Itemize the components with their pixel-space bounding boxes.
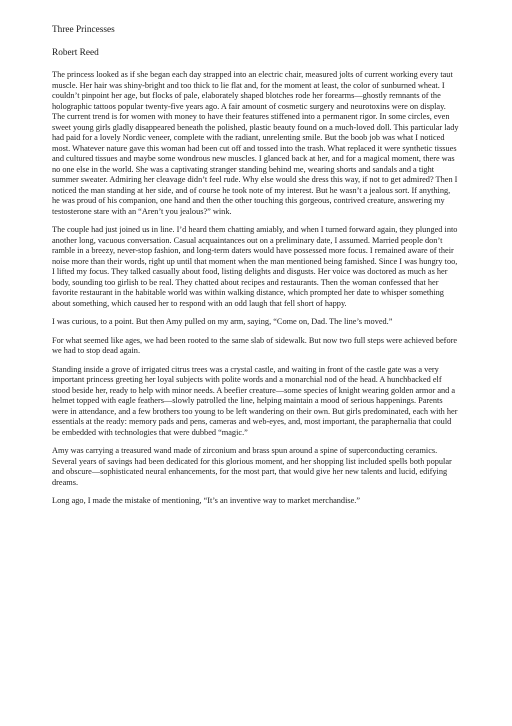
paragraph-2: The couple had just joined us in line. I’d heard them chatting amiably, and when I turned forward again, they plunged into another long, vacuous conversation. Casual acquaintances out on a preliminary date, I assumed. Married people don’t ramble in a breezy, never-stop fashion, and long-term daters would have possessed more focus. I remained aware of their noise more than their words, right up until that moment when the man mentioned being famished. Since I was hungry too, I lifted my focus. They talked casually about food, listing delights and disgusts. Her voice was doctored as much as her body, sounding too girlish to be real. They chatted about recipes and restaurants. Then the woman confessed that her favorite restaurant in the habitable world was within walking distance, which prompted her date to whisper something about something, which caused her to respond with an odd laugh that fell short of happy.: [52, 225, 458, 308]
paragraph-3: I was curious, to a point. But then Amy pulled on my arm, saying, “Come on, Dad. The line’s moved.”: [52, 317, 393, 326]
story-author: Robert Reed: [52, 48, 99, 58]
paragraph-5: Standing inside a grove of irrigated citrus trees was a crystal castle, and waiting in front of the castle gate was a very important princess greeting her loyal subjects with polite words and a monarchial nod of the head. A hunchbacked elf stood beside her, ready to help with minor needs. A beefier creature—some species of knight wearing golden armor and a helmet topped with eagle feathers—slowly patrolled the line, helping maintain a mood of serious happenings. Parents were in attendance, and a few brothers too young to be left wandering on their own. But girls predominated, each with her essentials at the ready: memory pads and pens, cameras and web-eyes, and, most important, the paraphernalia that could be embedded with technologies that were dubbed “magic.”: [52, 364, 458, 437]
paragraph-7: Long ago, I made the mistake of mentioning, “It’s an inventive way to market merchandise.”: [52, 496, 361, 505]
story-title: Three Princesses: [52, 25, 115, 35]
story-body: [52, 70, 460, 507]
paragraph-4: For what seemed like ages, we had been rooted to the same slab of sidewalk. But now two full steps were achieved before we had to stop dead again.: [52, 335, 458, 355]
paragraph-1: The princess looked as if she began each day strapped into an electric chair, measured jolts of current working every taut muscle. Her hair was shiny-bright and too thick to lie flat and, for the moment at least, the color of sunburned wheat. I couldn’t pinpoint her age, but flocks of pale, elaborately shaped blotches rode her forearms—ghostly remnants of the holographic tattoos popular twenty-five years ago. A fair amount of cosmetic surgery and neurotoxins were on display. The current trend is for women with money to have their features stiffened into a permanent rigor. In some circles, even sweet young girls gladly disappeared beneath the polished, plastic beauty found on a much-loved doll. This particular lady had paid for a lovely Nordic veneer, complete with the radiant, unrelenting smile. But the boob job was what I noticed most. Whatever nature gave this woman had been cut off and tossed into the trash. What replaced it were synthetic tissues and cultured tissues and maybe some wondrous new muscles. I glanced back at her, and for a magical moment, there was no one else in the world. She was a captivating stranger standing behind me, wearing shorts and sandals and a tight summer sweater. Admiring her cleavage didn’t feel rude. Why else would she dress this way, if not to get admired? Then I noticed the man standing at her side, and of course he took note of my interest. But he wasn’t a jealous sort. If anything, he was proud of his companion, one hand and then the other touching this gorgeous, contrived creature, answering my testosterone stare with an “Aren’t you jealous?” wink.: [52, 70, 459, 216]
paragraph-6: Amy was carrying a treasured wand made of zirconium and brass spun around a spine of superconducting ceramics. Several years of savings had been dedicated for this glorious moment, and her shopping list included spells both popular and obscure—sophisticated neural enhancements, for the most part, that would give her new talents and lucid, edifying dreams.: [52, 446, 452, 487]
